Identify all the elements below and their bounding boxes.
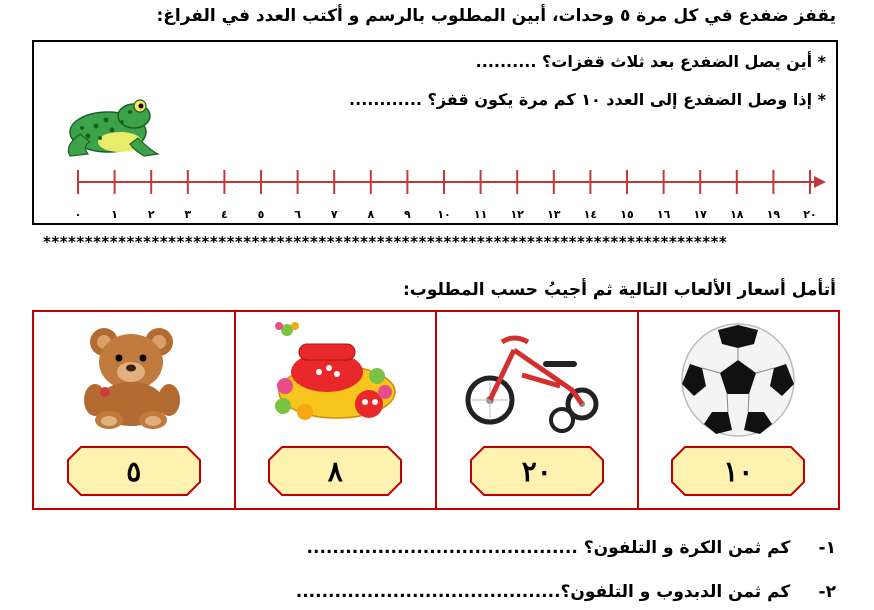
number-line-label: ١٠ [437, 208, 451, 221]
number-line-label: ٢٠ [803, 208, 817, 221]
number-line-label: ١ [111, 208, 118, 221]
number-line-label: ٤ [221, 208, 228, 221]
number-line-label: ١٣ [547, 208, 561, 221]
question-number: ٢- [818, 582, 836, 602]
number-line-label: ١٩ [766, 208, 781, 221]
number-line-label: ٩ [404, 208, 411, 221]
price-telephone: ٨ [327, 454, 343, 488]
price-teddy: ٥ [126, 454, 142, 488]
number-line-label: ٥ [257, 208, 265, 221]
question-1: * أين يصل الضفدع بعد ثلاث قفزات؟ .......... [475, 52, 826, 71]
question-text: كم ثمن الكرة و التلفون؟ .......................................... [306, 538, 791, 558]
soccer-ball-icon [678, 320, 798, 440]
number-line-label: ١٦ [656, 208, 671, 221]
number-line-label: ١٨ [730, 208, 744, 221]
teddy-bear-icon [69, 320, 199, 430]
price-tag-tricycle [470, 446, 604, 496]
number-line-label: ٢ [147, 208, 155, 221]
answer-question-2 [296, 582, 836, 602]
arrow-head-icon [814, 176, 826, 188]
toy-cell-telephone [234, 312, 436, 508]
toy-cell-teddy [34, 312, 234, 508]
price-ball: ١٠ [723, 454, 754, 488]
number-line-label: ١١ [473, 208, 488, 221]
number-line-box [32, 40, 838, 225]
price-tag-ball [671, 446, 805, 496]
question-2: * إذا وصل الضفدع إلى العدد ١٠ كم مرة يكون قفز؟ ............ [349, 90, 826, 109]
price-tag-teddy [67, 446, 201, 496]
number-line-label: ٧ [330, 208, 338, 221]
number-line-label: ٦ [294, 208, 301, 221]
price-tag-telephone [268, 446, 402, 496]
tricycle-icon [462, 320, 612, 440]
toy-cell-tricycle [435, 312, 637, 508]
question-text: كم ثمن الدبدوب و التلفون؟......................................... [295, 582, 791, 602]
number-line [34, 42, 840, 227]
question-number: ١- [818, 538, 836, 558]
number-line-label: ١٢ [510, 208, 524, 221]
toy-telephone-icon [265, 320, 405, 430]
number-line-label: ٨ [367, 208, 375, 221]
number-line-label: ١٧ [693, 208, 707, 221]
section2-title: أتأمل أسعار الألعاب التالية ثم أجيبُ حسب المطلوب: [402, 280, 836, 300]
answer-question-1 [307, 538, 836, 558]
price-tricycle: ٢٠ [521, 454, 552, 488]
toy-price-grid [32, 310, 840, 510]
number-line-label: ٣ [184, 208, 192, 221]
toy-cell-ball [637, 312, 839, 508]
number-line-label: ١٥ [620, 208, 634, 221]
number-line-label: ١٤ [583, 208, 598, 221]
section1-title: يقفز ضفدع في كل مرة ٥ وحدات، أبين المطلوب بالرسم و أكتب العدد في الفراغ: [156, 6, 836, 26]
number-line-label: ٠ [74, 208, 82, 221]
divider-stars: ********************************************************************************** [43, 233, 728, 251]
